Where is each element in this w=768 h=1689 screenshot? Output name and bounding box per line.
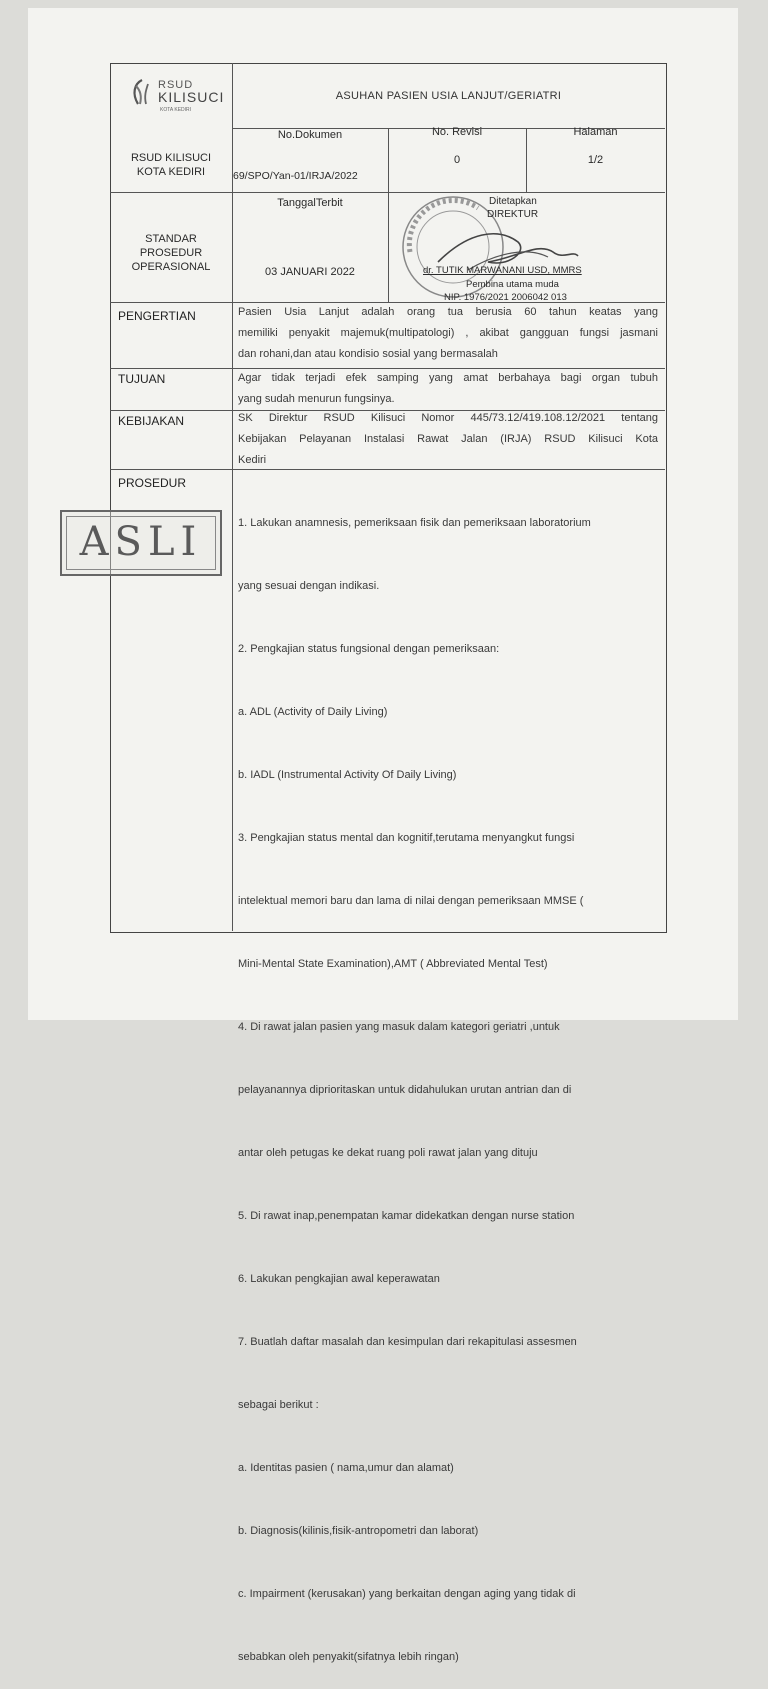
procedure-line: 2. Pengkajian status fungsional dengan pemeriksaan:: [238, 643, 500, 655]
hospital-name-line1: RSUD KILISUCI: [130, 152, 212, 164]
procedure-line: 7. Buatlah daftar masalah dan kesimpulan dari rekapitulasi assesmen: [238, 1336, 577, 1348]
revision-value: 0: [453, 154, 461, 166]
procedure-line: a. ADL (Activity of Daily Living): [238, 706, 388, 718]
asli-stamp: [60, 510, 222, 576]
prosedur-label: PROSEDUR: [118, 476, 187, 490]
pengertian-text: [238, 302, 658, 365]
document-title: ASUHAN PASIEN USIA LANJUT/GERIATRI: [335, 90, 562, 102]
logo-icon: [128, 78, 156, 108]
procedure-line: sebagai berikut :: [238, 1399, 319, 1411]
procedure-line: c. Impairment (kerusakan) yang berkaitan dengan aging yang tidak di: [238, 1588, 576, 1600]
text-line: memiliki penyakit majemuk(multipatologi) , akibat gangguan fungsi jasmani: [238, 327, 658, 339]
procedure-line: 4. Di rawat jalan pasien yang masuk dalam kategori geriatri ,untuk: [238, 1021, 560, 1033]
spo-label-line1: STANDAR: [145, 233, 197, 245]
text-line: Kediri: [238, 454, 267, 466]
revision-label: No. Revisi: [431, 126, 483, 138]
issue-date-label: TanggalTerbit: [277, 197, 343, 209]
kebijakan-text: [238, 408, 658, 471]
text-line: Agar tidak terjadi efek samping yang amat berbahaya bagi organ tubuh: [238, 372, 658, 384]
procedure-line: b. IADL (Instrumental Activity Of Daily Living): [238, 769, 457, 781]
divider: [232, 63, 233, 931]
procedure-line: 1. Lakukan anamnesis, pemeriksaan fisik dan pemeriksaan laboratorium: [238, 517, 591, 529]
procedure-line: sebabkan oleh penyakit(sifatnya lebih ringan): [238, 1651, 459, 1663]
approval-director: DIREKTUR: [487, 209, 539, 220]
divider: [388, 192, 389, 302]
procedure-line: a. Identitas pasien ( nama,umur dan alamat): [238, 1462, 454, 1474]
approval-ditetapkan: Ditetapkan: [489, 196, 537, 207]
procedure-line: b. Diagnosis(kilinis,fisik-antropometri dan laborat): [238, 1525, 479, 1537]
procedure-line: pelayanannya diprioritaskan untuk didahulukan urutan antrian dan di: [238, 1084, 572, 1096]
hospital-name-line2: KOTA KEDIRI: [136, 166, 206, 178]
page-label: Halaman: [573, 126, 618, 138]
procedure-line: yang sesuai dengan indikasi.: [238, 580, 380, 592]
director-rank: Pembina utama muda: [466, 279, 559, 290]
logo-text-rsud: RSUD: [158, 79, 194, 91]
logo-text-kilisuci: KILISUCI: [158, 89, 225, 105]
text-line: Pasien Usia Lanjut adalah orang tua berusia 60 tahun keatas yang: [238, 306, 658, 318]
doc-number-label: No.Dokumen: [277, 129, 343, 141]
director-nip: NIP. 1976/2021 2006042 013: [444, 292, 567, 303]
procedure-line: intelektual memori baru dan lama di nilai dengan pemeriksaan MMSE (: [238, 895, 584, 907]
text-line: dan rohani,dan atau kondisio sosial yang bermasalah: [238, 348, 498, 360]
issue-date-value: 03 JANUARI 2022: [265, 266, 355, 278]
text-line: SK Direktur RSUD Kilisuci Nomor 445/73.12/419.108.12/2021 tentang: [238, 412, 658, 424]
procedure-line: Mini-Mental State Examination),AMT ( Abbreviated Mental Test): [238, 958, 548, 970]
pengertian-label: PENGERTIAN: [118, 309, 196, 323]
hospital-logo: [124, 74, 224, 124]
logo-text-city: KOTA KEDIRI: [160, 107, 192, 113]
procedure-line: 6. Lakukan pengkajian awal keperawatan: [238, 1273, 440, 1285]
prosedur-list: [238, 471, 658, 1689]
procedure-line: 5. Di rawat inap,penempatan kamar didekatkan dengan nurse station: [238, 1210, 575, 1222]
asli-stamp-text: ASLI: [79, 519, 203, 565]
doc-number-value: 69/SPO/Yan-01/IRJA/2022: [233, 170, 358, 182]
page-value: 1/2: [587, 154, 604, 166]
kebijakan-label: KEBIJAKAN: [118, 414, 185, 428]
tujuan-text: [238, 368, 658, 410]
spo-label-line2: PROSEDUR: [139, 247, 203, 259]
spo-label-line3: OPERASIONAL: [131, 261, 211, 273]
tujuan-label: TUJUAN: [118, 372, 166, 386]
text-line: Kebijakan Pelayanan Instalasi Rawat Jalan (IRJA) RSUD Kilisuci Kota: [238, 433, 658, 445]
director-name: dr. TUTIK MARWANANI USD, MMRS: [423, 265, 582, 276]
text-line: yang sudah menurun fungsinya.: [238, 393, 395, 405]
procedure-line: antar oleh petugas ke dekat ruang poli rawat jalan yang dituju: [238, 1147, 538, 1159]
procedure-line: 3. Pengkajian status mental dan kognitif,terutama menyangkut fungsi: [238, 832, 575, 844]
